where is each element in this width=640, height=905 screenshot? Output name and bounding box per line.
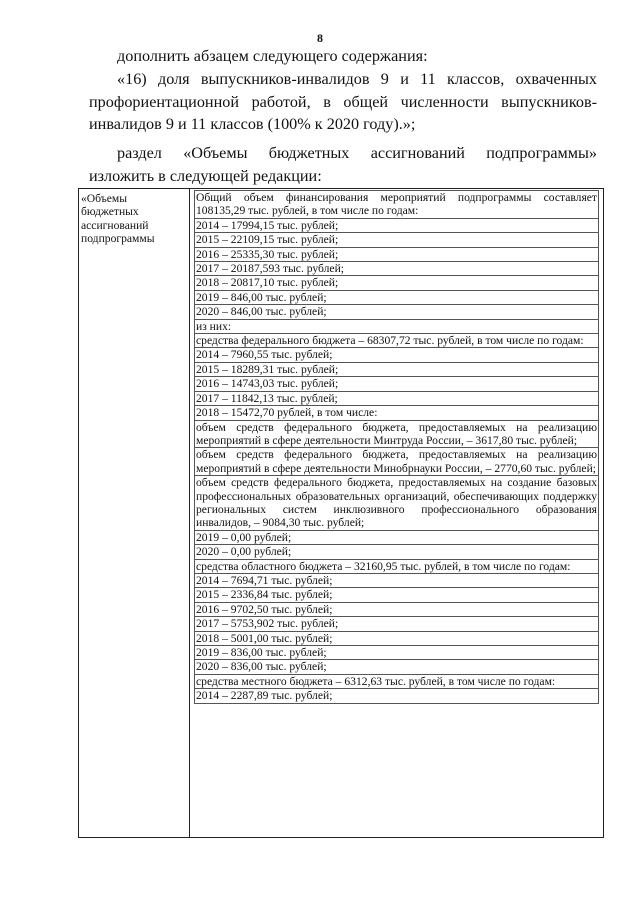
budget-table xyxy=(78,188,604,838)
budget-line: 2018 – 20817,10 тыс. рублей; xyxy=(194,276,599,290)
budget-line: объем средств федерального бюджета, предоставляемых на реализацию мероприятий в сфере деятельности Минобрнауки России, – 2770,60 тыс. рублей; xyxy=(196,448,597,475)
section-line-1: раздел «Объемы бюджетных ассигнований подпрограммы» xyxy=(117,144,597,162)
budget-line: 2014 – 7694,71 тыс. рублей; xyxy=(194,574,599,588)
budget-line: из них: xyxy=(194,320,599,334)
intro-line: дополнить абзацем следующего содержания: xyxy=(117,47,428,65)
page-number: 8 xyxy=(317,31,323,45)
budget-line: средства федерального бюджета – 68307,72 тыс. рублей, в том числе по годам: xyxy=(194,334,599,348)
budget-line: 2017 – 5753,902 тыс. рублей; xyxy=(194,617,599,631)
budget-line: 2020 – 0,00 рублей; xyxy=(194,545,599,559)
budget-line: 2018 – 5001,00 тыс. рублей; xyxy=(194,632,599,646)
budget-section-title: «Объемы бюджетных ассигнований подпрограммы xyxy=(81,192,155,246)
budget-line: объем средств федерального бюджета, предоставляемых на реализацию мероприятий в сфере деятельности Минтруда России, – 3617,80 тыс. рублей; xyxy=(196,420,597,447)
item-16-line-1: «16) доля выпускников-инвалидов 9 и 11 классов, охваченных xyxy=(117,70,597,88)
budget-line: 2015 – 18289,31 тыс. рублей; xyxy=(194,363,599,377)
budget-line: Общий объем финансирования мероприятий подпрограммы составляет 108135,29 тыс. рублей, в том числе по годам: xyxy=(196,191,597,218)
item-16-paragraph xyxy=(89,68,597,136)
budget-line: 2014 – 17994,15 тыс. рублей; xyxy=(194,219,599,233)
budget-line: 2014 – 7960,55 тыс. рублей; xyxy=(194,348,599,362)
budget-line: 2019 – 836,00 тыс. рублей; xyxy=(194,646,599,660)
budget-line: 2020 – 836,00 тыс. рублей; xyxy=(194,660,599,674)
budget-line: 2019 – 846,00 тыс. рублей; xyxy=(194,291,599,305)
budget-line: 2017 – 20187,593 тыс. рублей; xyxy=(194,262,599,276)
budget-line: 2019 – 0,00 рублей; xyxy=(194,531,599,545)
section-line-2: изложить в следующей редакции: xyxy=(89,166,322,185)
budget-line: 2015 – 2336,84 тыс. рублей; xyxy=(194,588,599,602)
budget-line: 2018 – 15472,70 рублей, в том числе: xyxy=(194,406,599,420)
budget-line: средства местного бюджета – 6312,63 тыс. рублей, в том числе по годам: xyxy=(194,675,599,689)
section-paragraph xyxy=(89,142,597,187)
item-16-line-3: инвалидов 9 и 11 классов (100% к 2020 году).»; xyxy=(89,115,416,133)
budget-table-row xyxy=(79,189,604,838)
budget-line: 2017 – 11842,13 тыс. рублей; xyxy=(194,392,599,406)
item-16-line-2: профориентационной работой, в общей численности выпускников- xyxy=(89,92,597,111)
budget-line: 2016 – 14743,03 тыс. рублей; xyxy=(194,377,599,391)
budget-line: 2020 – 846,00 тыс. рублей; xyxy=(194,305,599,319)
budget-line: средства областного бюджета – 32160,95 тыс. рублей, в том числе по годам: xyxy=(194,560,599,574)
budget-table-left-cell xyxy=(79,189,190,838)
budget-line: 2014 – 2287,89 тыс. рублей; xyxy=(194,689,599,703)
budget-line: объем средств федерального бюджета, предоставляемых на создание базовых профессиональных образовательных организаций, обеспечивающих поддержку региональных систем инклюзивного профессионального образования инвалидов, – 9084,30 тыс. рублей; xyxy=(196,476,597,530)
budget-line: 2016 – 25335,30 тыс. рублей; xyxy=(194,248,599,262)
budget-lines xyxy=(194,190,599,704)
budget-line: 2015 – 22109,15 тыс. рублей; xyxy=(194,233,599,247)
budget-table-right-cell xyxy=(190,189,604,838)
budget-line: 2016 – 9702,50 тыс. рублей; xyxy=(194,603,599,617)
